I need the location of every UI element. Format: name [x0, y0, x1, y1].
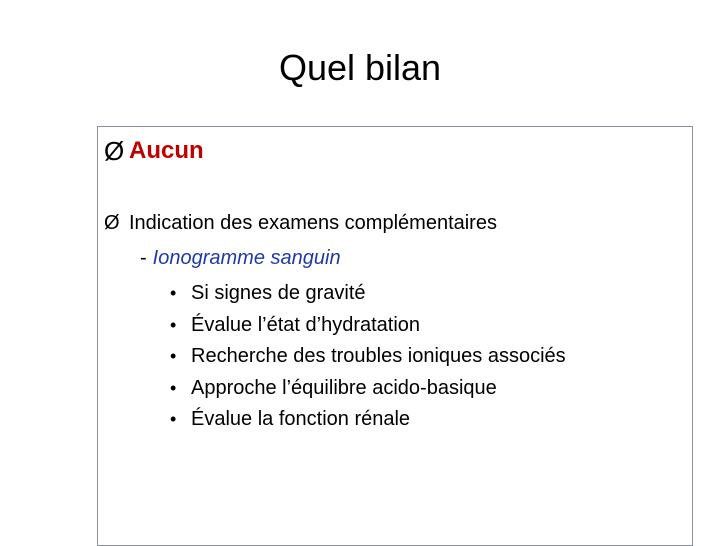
- list-item: [170, 373, 566, 405]
- slide-title: Quel bilan: [278, 47, 442, 88]
- bullet-list: [170, 278, 566, 436]
- arrow-bullet-icon: Ø: [104, 212, 120, 234]
- list-item-text: Recherche des troubles ioniques associés: [191, 345, 566, 368]
- dash-bullet: -: [140, 246, 147, 269]
- list-item-text: Approche l’équilibre acido-basique: [191, 376, 497, 399]
- arrow-bullet-icon: Ø: [104, 136, 125, 166]
- list-item-text: Évalue l’état d’hydratation: [191, 313, 421, 336]
- list-item: [170, 341, 566, 373]
- sub-item-row: [140, 243, 341, 273]
- heading-text: Aucun: [129, 137, 204, 164]
- list-item-text: Évalue la fonction rénale: [191, 408, 411, 431]
- heading-row: [104, 134, 204, 168]
- indication-text: Indication des examens complémentaires: [129, 212, 497, 234]
- list-item-text: Si signes de gravité: [191, 282, 366, 305]
- list-item: [170, 278, 566, 310]
- bullet-dot-icon: •: [170, 409, 177, 430]
- list-item: [170, 404, 566, 436]
- sub-item-text: Ionogramme sanguin: [152, 246, 341, 269]
- bullet-dot-icon: •: [170, 346, 177, 367]
- bullet-dot-icon: •: [170, 314, 177, 335]
- indication-row: [104, 208, 497, 238]
- bullet-dot-icon: •: [170, 283, 177, 304]
- bullet-dot-icon: •: [170, 377, 177, 398]
- list-item: [170, 310, 566, 342]
